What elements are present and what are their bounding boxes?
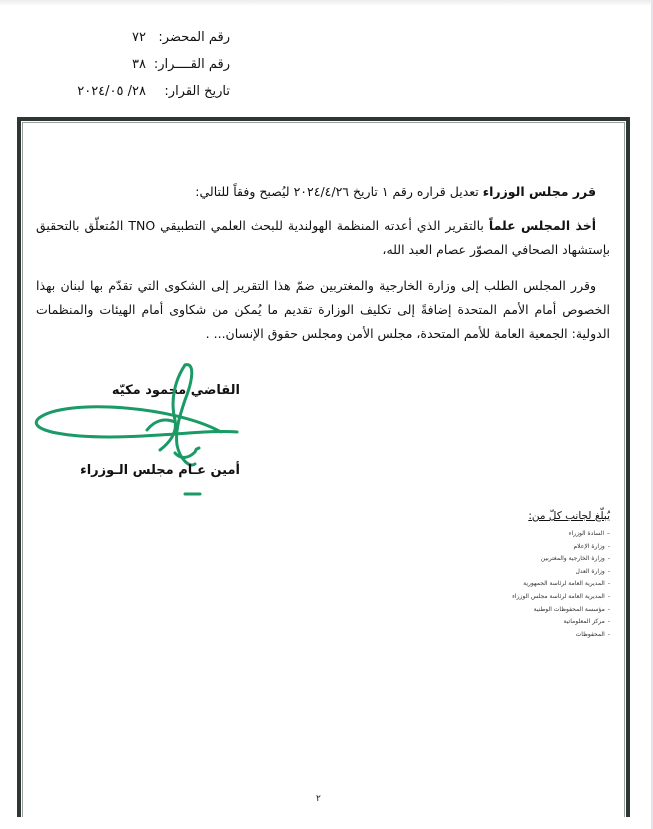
distribution-list (470, 510, 610, 641)
decision-date-label: تاريخ القرار: (164, 84, 230, 99)
decision-number-row (40, 51, 230, 78)
decision-date-row (40, 78, 230, 105)
distribution-item: -مركز المعلوماتية (563, 618, 610, 626)
page-top-shadow (0, 0, 653, 6)
distribution-item: -وزارة العدل (575, 567, 610, 575)
signatory-name: القاضي محمود مكيّه (111, 383, 240, 398)
paragraph-complaint: وقرر المجلس الطلب إلى وزارة الخارجية والمغتربين ضمّ هذا التقرير إلى الشكوى التي تقدّم بها لبنان بهذا الخصوص أمام الأمم المتحدة إضافةً إلى تكليف الوزارة تقديم ما يُمكن من شكاوى أمام الهيئات والمنظمات الدولية: الجمعية العامة للأمم المتحدة، مجلس الأمن ومجلس حقوق الإنسان... . (36, 278, 610, 341)
decision-number-label: رقم القــــرار: (153, 57, 230, 72)
distribution-title: يُبلّغ لجانب كلّ من: (528, 510, 610, 522)
report-bold: أخذ المجلس علماً (488, 218, 597, 233)
handwritten-signature (25, 360, 245, 510)
intro-bold: قرر مجلس الوزراء (482, 184, 596, 199)
minutes-number-value: ٧٢ (132, 30, 146, 45)
decision-body (36, 180, 610, 346)
signature-stroke-vertical (177, 365, 195, 465)
signature-stroke-cross (147, 420, 175, 430)
decision-header (40, 24, 230, 105)
page-number: ٢ (316, 794, 321, 804)
distribution-item: –السادة الوزراء (568, 530, 610, 537)
intro-text: تعديل قراره رقم ١ تاريخ ٢٠٢٤/٤/٢٦ ليُصبح وفقاً للتالي: (195, 184, 483, 199)
signatory-title: أمين عـام مجلس الـوزراء (80, 463, 240, 478)
report-text: بالتقرير الذي أعدته المنظمة الهولندية للبحث العلمي التطبيقي TNO المُتعلّق بالتحقيق بإستشهاد الصحافي المصوّر عصام العبد الله، (36, 218, 610, 257)
signature-stroke-loop (36, 407, 237, 437)
distribution-item: -المحفوظات (575, 630, 610, 638)
distribution-item: -مؤسسة المحفوظات الوطنية (533, 605, 610, 613)
minutes-number-label: رقم المحضر: (158, 30, 230, 45)
minutes-number-row (40, 24, 230, 51)
distribution-item: -وزارة الخارجية والمغتربين (540, 555, 610, 563)
paragraph-report (36, 214, 610, 262)
decision-date-value: ٢٨/ ٢٠٢٤/٠٥ (77, 84, 146, 99)
distribution-item: -المديرية العامة لرئاسة الجمهورية (523, 580, 610, 588)
distribution-item: -وزارة الإعلام (573, 542, 610, 550)
intro-paragraph (36, 180, 610, 204)
decision-number-value: ٣٨ (132, 57, 146, 72)
distribution-item: -المديرية العامة لرئاسة مجلس الوزراء (512, 592, 610, 600)
